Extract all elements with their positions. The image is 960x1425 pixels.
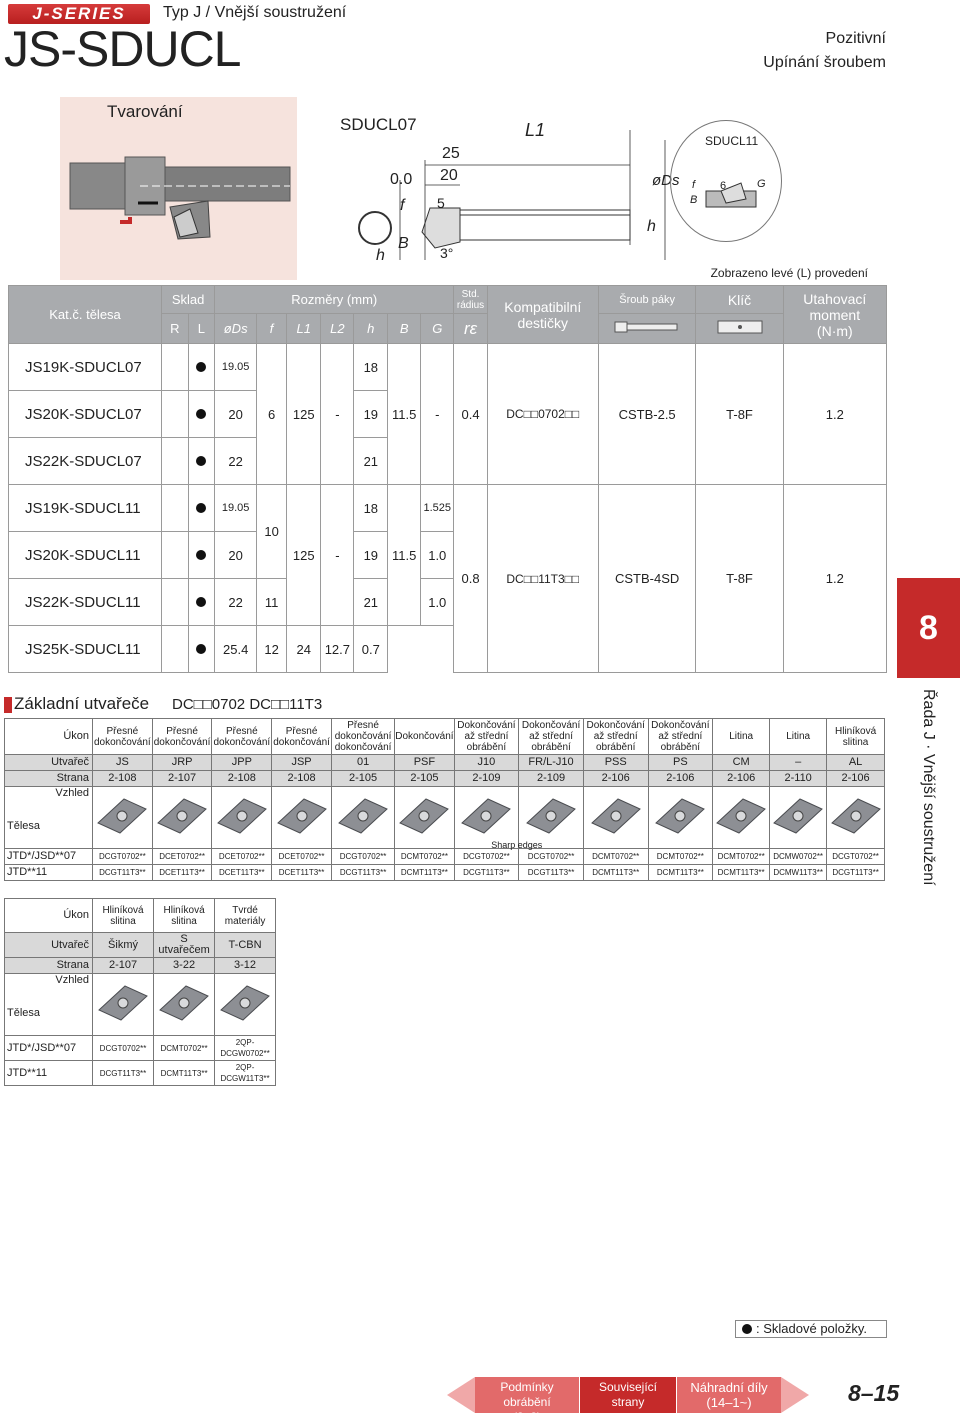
sducl11-label: SDUCL11 <box>705 134 759 148</box>
cell-code-07: DCET0702** <box>152 849 212 865</box>
btn2-line2: strany <box>611 1395 645 1409</box>
sharp-edges-note: Sharp edges <box>491 840 543 850</box>
insert-rhombus-icon <box>458 793 514 839</box>
cell-ds: 25.4 <box>215 626 257 673</box>
cell-g: 0.7 <box>354 626 388 673</box>
cell-code-11: DCGT11T3** <box>331 865 394 881</box>
col-kompat: Kompatibilní destičky <box>487 286 598 344</box>
cell-ukon: Přesné dokončování <box>93 719 153 755</box>
cell-code-11: DCMT11T3** <box>395 865 454 881</box>
chapter-tab[interactable]: 8 <box>897 578 960 678</box>
cell-ukon: Hliníková slitina <box>827 719 885 755</box>
cell-utvarec: CM <box>713 755 770 771</box>
cell-ukon: Dokončování až střední obrábění <box>454 719 519 755</box>
insert-image <box>827 787 885 849</box>
cell-ukon: Litina <box>770 719 827 755</box>
insert-image <box>583 787 648 849</box>
insert-hole <box>419 811 429 821</box>
row-name: JS22K-SDUCL07 <box>9 438 162 485</box>
cell-code-11: DCMW11T3** <box>770 865 827 881</box>
insert-hole <box>179 998 189 1008</box>
dim-5: 5 <box>437 195 445 211</box>
cell-code-07: DCGT0702** <box>519 849 584 865</box>
label-jtd11: JTD**11 <box>5 1061 93 1086</box>
label-vzhled-text: Vzhled <box>55 974 89 986</box>
cell-h: 18 <box>354 485 388 532</box>
cell-code-11: DCGT11T3** <box>454 865 519 881</box>
stock-legend <box>735 1320 887 1338</box>
label-vzhled <box>5 787 93 849</box>
cell-code-07: 2QP-DCGW0702** <box>215 1036 276 1061</box>
insert-hole <box>793 811 803 821</box>
cell-strana: 2-107 <box>152 771 212 787</box>
cell-insert: DC□□0702□□ <box>487 344 598 485</box>
tool-drawing <box>300 120 720 280</box>
cell-code-07: DCGT0702** <box>93 849 153 865</box>
insert-rhombus-icon <box>217 980 273 1026</box>
label-jtd11: JTD**11 <box>5 865 93 881</box>
cell-f: 6 <box>257 344 287 485</box>
page-number: 8–15 <box>848 1380 900 1406</box>
cell-strana: 2-106 <box>583 771 648 787</box>
forming-panel <box>60 97 297 280</box>
insert-rhombus-icon <box>335 793 391 839</box>
small-b: B <box>690 194 698 206</box>
stock-dot <box>188 485 215 532</box>
col-h: h <box>354 314 388 344</box>
cell-utvarec: PSF <box>395 755 454 771</box>
label-utvarec: Utvařeč <box>5 755 93 771</box>
col-b: B <box>388 314 421 344</box>
label-vzhled <box>5 974 93 1036</box>
cell-l1: 125 <box>287 485 321 626</box>
cell-g: 1.0 <box>421 532 454 579</box>
cell-ds: 20 <box>215 391 257 438</box>
stock-dot <box>188 391 215 438</box>
cell-b: 11.5 <box>388 344 421 485</box>
col-l: L <box>188 314 215 344</box>
cell-ukon: Tvrdé materiály <box>215 899 276 933</box>
cell-strana: 2-105 <box>331 771 394 787</box>
insert-image <box>152 787 212 849</box>
cell-utvarec: T-CBN <box>215 933 276 958</box>
col-l2: L2 <box>321 314 354 344</box>
spare-parts-button[interactable] <box>677 1377 781 1413</box>
dim-b: B <box>398 235 409 252</box>
label-ukon: Úkon <box>5 899 93 933</box>
cell-ds: 22 <box>215 438 257 485</box>
cell-f: 10 <box>257 485 287 579</box>
cell-code-07: DCGT0702** <box>827 849 885 865</box>
cell-utvarec: JRP <box>152 755 212 771</box>
insert-hole <box>358 811 368 821</box>
dim-h-left: h <box>376 247 385 264</box>
stock-dot-icon <box>742 1324 752 1334</box>
cell-utvarec: PS <box>648 755 713 771</box>
insert-hole <box>481 811 491 821</box>
label-utvarec: Utvařeč <box>5 933 93 958</box>
cell-strana: 2-105 <box>395 771 454 787</box>
insert-hole <box>297 811 307 821</box>
cell-code-11: DCMT11T3** <box>713 865 770 881</box>
cell-code-11: DCMT11T3** <box>648 865 713 881</box>
insert-image <box>93 787 153 849</box>
cell-ukon: Přesné dokončování <box>212 719 272 755</box>
insert-rhombus-icon <box>156 980 212 1026</box>
cell-code-11: DCGT11T3** <box>519 865 584 881</box>
stock-dot <box>188 532 215 579</box>
cell-h: 24 <box>287 626 321 673</box>
lever-screw-icon <box>598 314 696 344</box>
row-name: JS22K-SDUCL11 <box>9 579 162 626</box>
label-ukon: Úkon <box>5 719 93 755</box>
cell-strana: 3-12 <box>215 958 276 974</box>
cell-re: 0.8 <box>454 485 487 673</box>
col-utah-label: Utahovací moment <box>803 290 867 323</box>
cell-h: 18 <box>354 344 388 391</box>
dim-l1: L1 <box>525 120 546 140</box>
row-name: JS19K-SDUCL11 <box>9 485 162 532</box>
stock-dot <box>188 579 215 626</box>
dim-00: 0.0 <box>390 171 413 188</box>
stock-legend-text: : Skladové položky. <box>756 1321 868 1336</box>
col-utah <box>783 286 886 344</box>
table-row <box>9 344 887 391</box>
cell-utvarec: JPP <box>212 755 272 771</box>
col-klic: Klíč <box>696 286 783 314</box>
insert-image <box>93 974 154 1036</box>
col-f: f <box>257 314 287 344</box>
cell-ukon: Dokončování až střední obrábění <box>583 719 648 755</box>
insert-rhombus-icon <box>94 793 150 839</box>
cell-strana: 2-108 <box>212 771 272 787</box>
cell-utvarec: JS <box>93 755 153 771</box>
cell-strana: 2-109 <box>454 771 519 787</box>
col-l1: L1 <box>287 314 321 344</box>
insert-rhombus-icon <box>154 793 210 839</box>
label-strana: Strana <box>5 771 93 787</box>
insert-hole <box>237 811 247 821</box>
insert-rhombus-icon <box>274 793 330 839</box>
cell-code-11: DCET11T3** <box>272 865 332 881</box>
forming-title: Tvarování <box>107 102 183 121</box>
cell-screw: CSTB-4SD <box>598 485 696 673</box>
insert-hole <box>118 998 128 1008</box>
cell-utvarec: Šikmý <box>93 933 154 958</box>
cell-strana: 2-106 <box>827 771 885 787</box>
cell-code-07: DCMT0702** <box>713 849 770 865</box>
dim-20: 20 <box>440 167 458 184</box>
cell-code-07: DCET0702** <box>272 849 332 865</box>
insert-image <box>154 974 215 1036</box>
cell-strana: 3-22 <box>154 958 215 974</box>
cell-f: 11 <box>257 579 287 626</box>
row-name: JS20K-SDUCL07 <box>9 391 162 438</box>
col-rozmery: Rozměry (mm) <box>215 286 454 314</box>
cell-h: 19 <box>354 532 388 579</box>
cell-l2: - <box>321 344 354 485</box>
cell-ukon: Dokončování až střední obrábění <box>648 719 713 755</box>
cell-code-07: DCGT0702** <box>454 849 519 865</box>
cell-strana: 2-110 <box>770 771 827 787</box>
related-pages-button[interactable] <box>580 1377 676 1413</box>
cell-utvarec: – <box>770 755 827 771</box>
stock-dot <box>188 438 215 485</box>
chipbreaker-table-2 <box>4 898 276 1086</box>
subtitle-clamp: Upínání šroubem <box>763 54 886 71</box>
col-sklad: Sklad <box>162 286 215 314</box>
cell-strana: 2-106 <box>648 771 713 787</box>
row-name: JS20K-SDUCL11 <box>9 532 162 579</box>
cell-torque: 1.2 <box>783 485 886 673</box>
cell-ukon: Přesné dokončování dokončování <box>331 719 394 755</box>
cell-ds: 19.05 <box>215 485 257 532</box>
section-codes: DC□□0702 DC□□11T3 <box>172 696 323 713</box>
row-name: JS19K-SDUCL07 <box>9 344 162 391</box>
col-ods: øDs <box>215 314 257 344</box>
insert-hole <box>177 811 187 821</box>
cell-g: - <box>421 344 454 485</box>
insert-image <box>331 787 394 849</box>
cutting-conditions-button[interactable] <box>475 1377 579 1424</box>
cell-l1: 125 <box>287 344 321 485</box>
btn2-line1: Související <box>598 1380 658 1394</box>
cell-ukon: Hliníková slitina <box>154 899 215 933</box>
cell-h: 19 <box>354 391 388 438</box>
col-sroub: Šroub páky <box>598 286 696 314</box>
cell-code-11: DCGT11T3** <box>93 1061 154 1086</box>
insert-hole <box>611 811 621 821</box>
small-g: G <box>757 178 766 190</box>
insert-image <box>648 787 713 849</box>
left-version-caption: Zobrazeno levé (L) provedení <box>710 266 868 280</box>
insert-image <box>215 974 276 1036</box>
cell-ukon: Hliníková slitina <box>93 899 154 933</box>
cell-code-07: DCMT0702** <box>395 849 454 865</box>
stock-dot <box>188 626 215 673</box>
cell-insert: DC□□11T3□□ <box>487 485 598 673</box>
cell-strana: 2-109 <box>519 771 584 787</box>
cell-l2: - <box>321 485 354 626</box>
insert-hole <box>851 811 861 821</box>
cell-code-07: DCMT0702** <box>648 849 713 865</box>
cell-strana: 2-106 <box>713 771 770 787</box>
cell-screw: CSTB-2.5 <box>598 344 696 485</box>
insert-image <box>770 787 827 849</box>
col-g: G <box>421 314 454 344</box>
cell-code-11: DCET11T3** <box>152 865 212 881</box>
cell-code-07: DCMT0702** <box>583 849 648 865</box>
insert-image <box>395 787 454 849</box>
insert-hole <box>117 811 127 821</box>
key-icon <box>696 314 783 344</box>
cell-utvarec: J10 <box>454 755 519 771</box>
series-logo: J-SERIES <box>8 4 150 24</box>
cell-code-07: DCET0702** <box>212 849 272 865</box>
insert-rhombus-icon <box>95 980 151 1026</box>
insert-rhombus-icon <box>523 793 579 839</box>
insert-hole <box>546 811 556 821</box>
forming-illustration <box>60 97 297 280</box>
cell-code-07: DCGT0702** <box>331 849 394 865</box>
col-utah-unit: (N·m) <box>816 322 853 339</box>
cell-code-07: DCMT0702** <box>154 1036 215 1061</box>
cell-utvarec: S utvařečem <box>154 933 215 958</box>
cell-strana: 2-108 <box>93 771 153 787</box>
cell-torque: 1.2 <box>783 344 886 485</box>
insert-rhombus-icon <box>770 793 826 839</box>
col-kat: Kat.č. tělesa <box>9 286 162 344</box>
cell-code-07: DCGT0702** <box>93 1036 154 1061</box>
label-jtd07: JTD*/JSD**07 <box>5 849 93 865</box>
spec-table <box>8 285 887 673</box>
dim-25: 25 <box>442 145 460 162</box>
prev-arrow-icon[interactable] <box>445 1377 475 1413</box>
insert-rhombus-icon <box>588 793 644 839</box>
cell-g: 1.0 <box>421 579 454 626</box>
label-strana: Strana <box>5 958 93 974</box>
cell-utvarec: PSS <box>583 755 648 771</box>
cell-utvarec: JSP <box>272 755 332 771</box>
insert-image <box>212 787 272 849</box>
cell-b: 11.5 <box>388 485 421 626</box>
dim-3deg: 3° <box>440 245 454 261</box>
row-name: JS25K-SDUCL11 <box>9 626 162 673</box>
label-jtd07: JTD*/JSD**07 <box>5 1036 93 1061</box>
dim-f: f <box>400 197 405 214</box>
cell-strana: 2-107 <box>93 958 154 974</box>
insert-hole <box>240 998 250 1008</box>
insert-rhombus-icon <box>396 793 452 839</box>
insert-rhombus-icon <box>214 793 270 839</box>
cell-re: 0.4 <box>454 344 487 485</box>
next-arrow-icon[interactable] <box>781 1377 811 1413</box>
table-row <box>9 485 887 532</box>
cell-utvarec: FR/L-J10 <box>519 755 584 771</box>
insert-image <box>491 787 584 850</box>
col-std: Std. rádius <box>454 286 487 314</box>
small-6: 6 <box>720 180 727 192</box>
insert-hole <box>675 811 685 821</box>
cell-utvarec: 01 <box>331 755 394 771</box>
cell-code-11: DCGT11T3** <box>93 865 153 881</box>
cell-code-11: DCMT11T3** <box>154 1061 215 1086</box>
cell-code-11: DCET11T3** <box>212 865 272 881</box>
btn1-line2: (8–8) <box>512 1410 541 1424</box>
small-f: f <box>692 179 696 191</box>
type-line: Typ J / Vnější soustružení <box>163 4 347 21</box>
btn3-line1: Náhradní díly <box>690 1380 768 1395</box>
cell-ukon: Přesné dokončování <box>272 719 332 755</box>
cell-ds: 19.05 <box>215 344 257 391</box>
cell-ds: 22 <box>215 579 257 626</box>
col-re: rε <box>454 314 487 344</box>
insert-hole <box>736 811 746 821</box>
cell-ukon: Dokončování <box>395 719 454 755</box>
cell-strana: 2-108 <box>272 771 332 787</box>
stock-dot <box>188 344 215 391</box>
cell-code-07: DCMW0702** <box>770 849 827 865</box>
cell-key: T-8F <box>696 344 783 485</box>
insert-rhombus-icon <box>652 793 708 839</box>
dim-h-right: h <box>647 218 656 235</box>
cell-ukon: Dokončování až střední obrábění <box>519 719 584 755</box>
cell-utvarec: AL <box>827 755 885 771</box>
cell-h: 21 <box>354 579 388 626</box>
insert-rhombus-icon <box>828 793 884 839</box>
btn3-line2: (14–1~) <box>706 1395 752 1410</box>
dim-ods: øDs <box>652 172 680 189</box>
cell-g: 1.525 <box>421 485 454 532</box>
cell-ukon: Přesné dokončování <box>152 719 212 755</box>
col-r: R <box>162 314 189 344</box>
section-marker <box>4 697 12 713</box>
btn1-line1: Podmínky obrábění <box>500 1380 554 1409</box>
cell-key: T-8F <box>696 485 783 673</box>
chipbreaker-table <box>4 718 885 881</box>
cell-b: 12.7 <box>321 626 354 673</box>
cell-code-11: DCGT11T3** <box>827 865 885 881</box>
insert-image <box>713 787 770 849</box>
insert-image <box>272 787 332 849</box>
page-title: JS-SDUCL <box>4 21 241 77</box>
cell-h: 21 <box>354 438 388 485</box>
label-vzhled-text: Vzhled <box>55 787 89 799</box>
sidebar-vertical-text: Řada J · Vnější soustružení <box>920 689 937 886</box>
subtitle-positive: Pozitivní <box>825 30 886 47</box>
cell-f: 12 <box>257 626 287 673</box>
cell-code-11: DCMT11T3** <box>583 865 648 881</box>
sducl07-label: SDUCL07 <box>340 115 417 134</box>
label-telesa: Tělesa <box>7 820 41 832</box>
insert-rhombus-icon <box>713 793 769 839</box>
label-telesa: Tělesa <box>7 1007 41 1019</box>
cell-ukon: Litina <box>713 719 770 755</box>
section-title: Základní utvařeče <box>14 694 150 713</box>
cell-ds: 20 <box>215 532 257 579</box>
cell-code-11: 2QP-DCGW11T3** <box>215 1061 276 1086</box>
